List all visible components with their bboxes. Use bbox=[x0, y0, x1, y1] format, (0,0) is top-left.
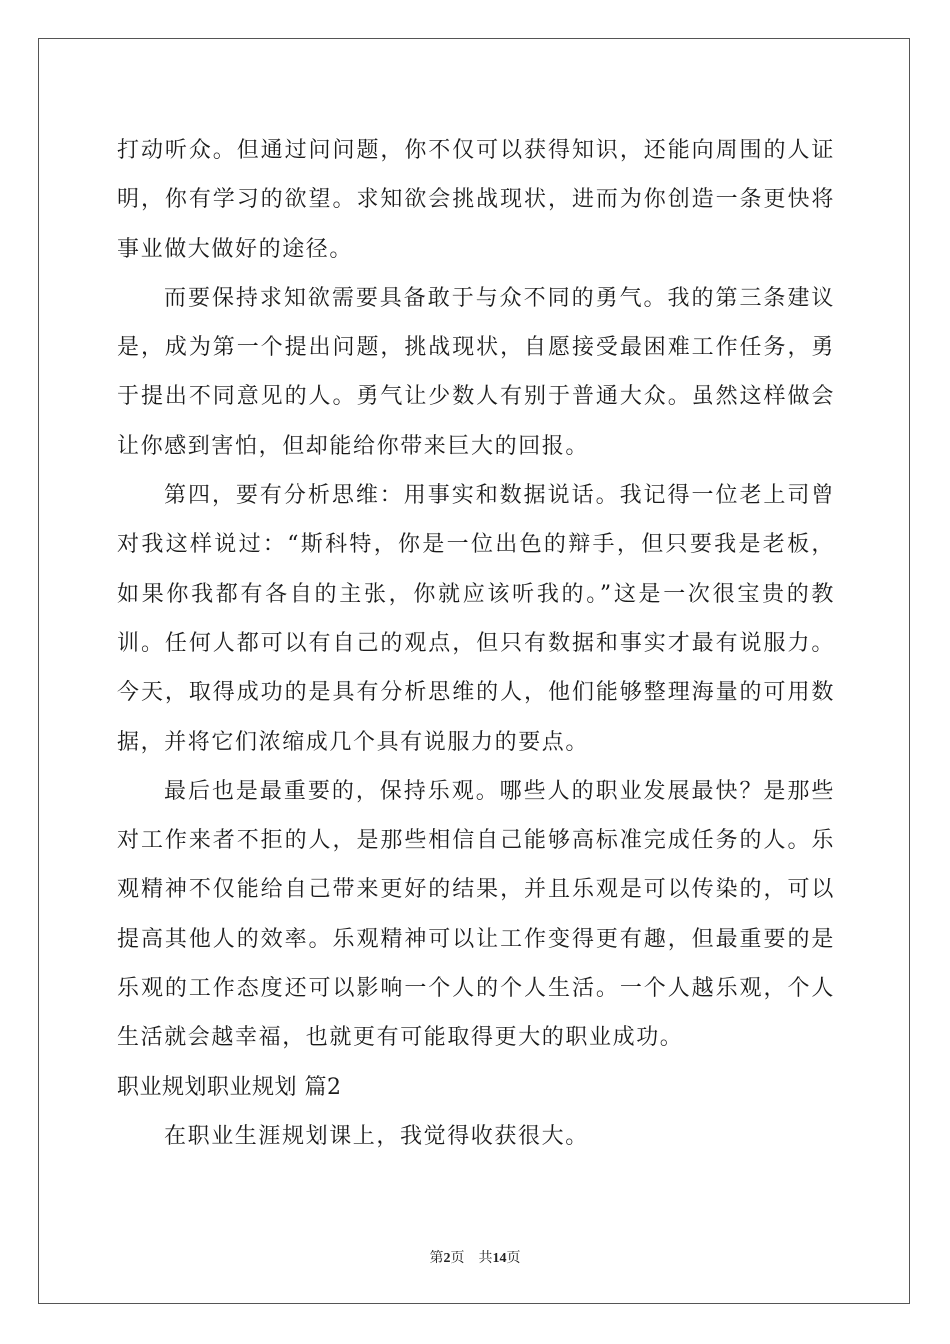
paragraph-3: 第四，要有分析思维：用事实和数据说话。我记得一位老上司曾对我这样说过：“斯科特，你是一位出色的辩手，但只要我是老板，如果你我都有各自的主张，你就应该听我的。”这是一次很宝贵的教训。任何人都可以有自己的观点，但只有数据和事实才最有说服力。今天，取得成功的是具有分析思维的人，他们能够整理海量的可用数据，并将它们浓缩成几个具有说服力的要点。 bbox=[117, 483, 835, 755]
closing-paragraph: 在职业生涯规划课上，我觉得收获很大。 bbox=[164, 1123, 589, 1149]
total-pages: 14 bbox=[492, 1251, 507, 1266]
page-suffix: 页 bbox=[450, 1251, 465, 1266]
page-footer bbox=[0, 1247, 950, 1267]
paragraph-2: 而要保持求知欲需要具备敢于与众不同的勇气。我的第三条建议是，成为第一个提出问题，挑战现状，自愿接受最困难工作任务，勇于提出不同意见的人。勇气让少数人有别于普通大众。虽然这样做会让你感到害怕，但却能给你带来巨大的回报。 bbox=[117, 285, 835, 459]
paragraph-1: 打动听众。但通过问问题，你不仅可以获得知识，还能向周围的人证明，你有学习的欲望。求知欲会挑战现状，进而为你创造一条更快将事业做大做好的途径。 bbox=[117, 138, 835, 262]
total-prefix: 共 bbox=[478, 1251, 493, 1266]
document-body bbox=[117, 126, 835, 1161]
page-prefix: 第 bbox=[429, 1251, 444, 1266]
paragraph-4: 最后也是最重要的，保持乐观。哪些人的职业发展最快？是那些对工作来者不拒的人，是那些相信自己能够高标准完成任务的人。乐观精神不仅能给自己带来更好的结果，并且乐观是可以传染的，可以提高其他人的效率。乐观精神可以让工作变得更有趣，但最重要的是乐观的工作态度还可以影响一个人的个人生活。一个人越乐观，个人生活就会越幸福，也就更有可能取得更大的职业成功。 bbox=[117, 778, 835, 1051]
section-heading: 职业规划职业规划 篇2 bbox=[117, 1074, 342, 1100]
page-number: 2 bbox=[443, 1251, 451, 1266]
total-suffix: 页 bbox=[506, 1251, 521, 1266]
